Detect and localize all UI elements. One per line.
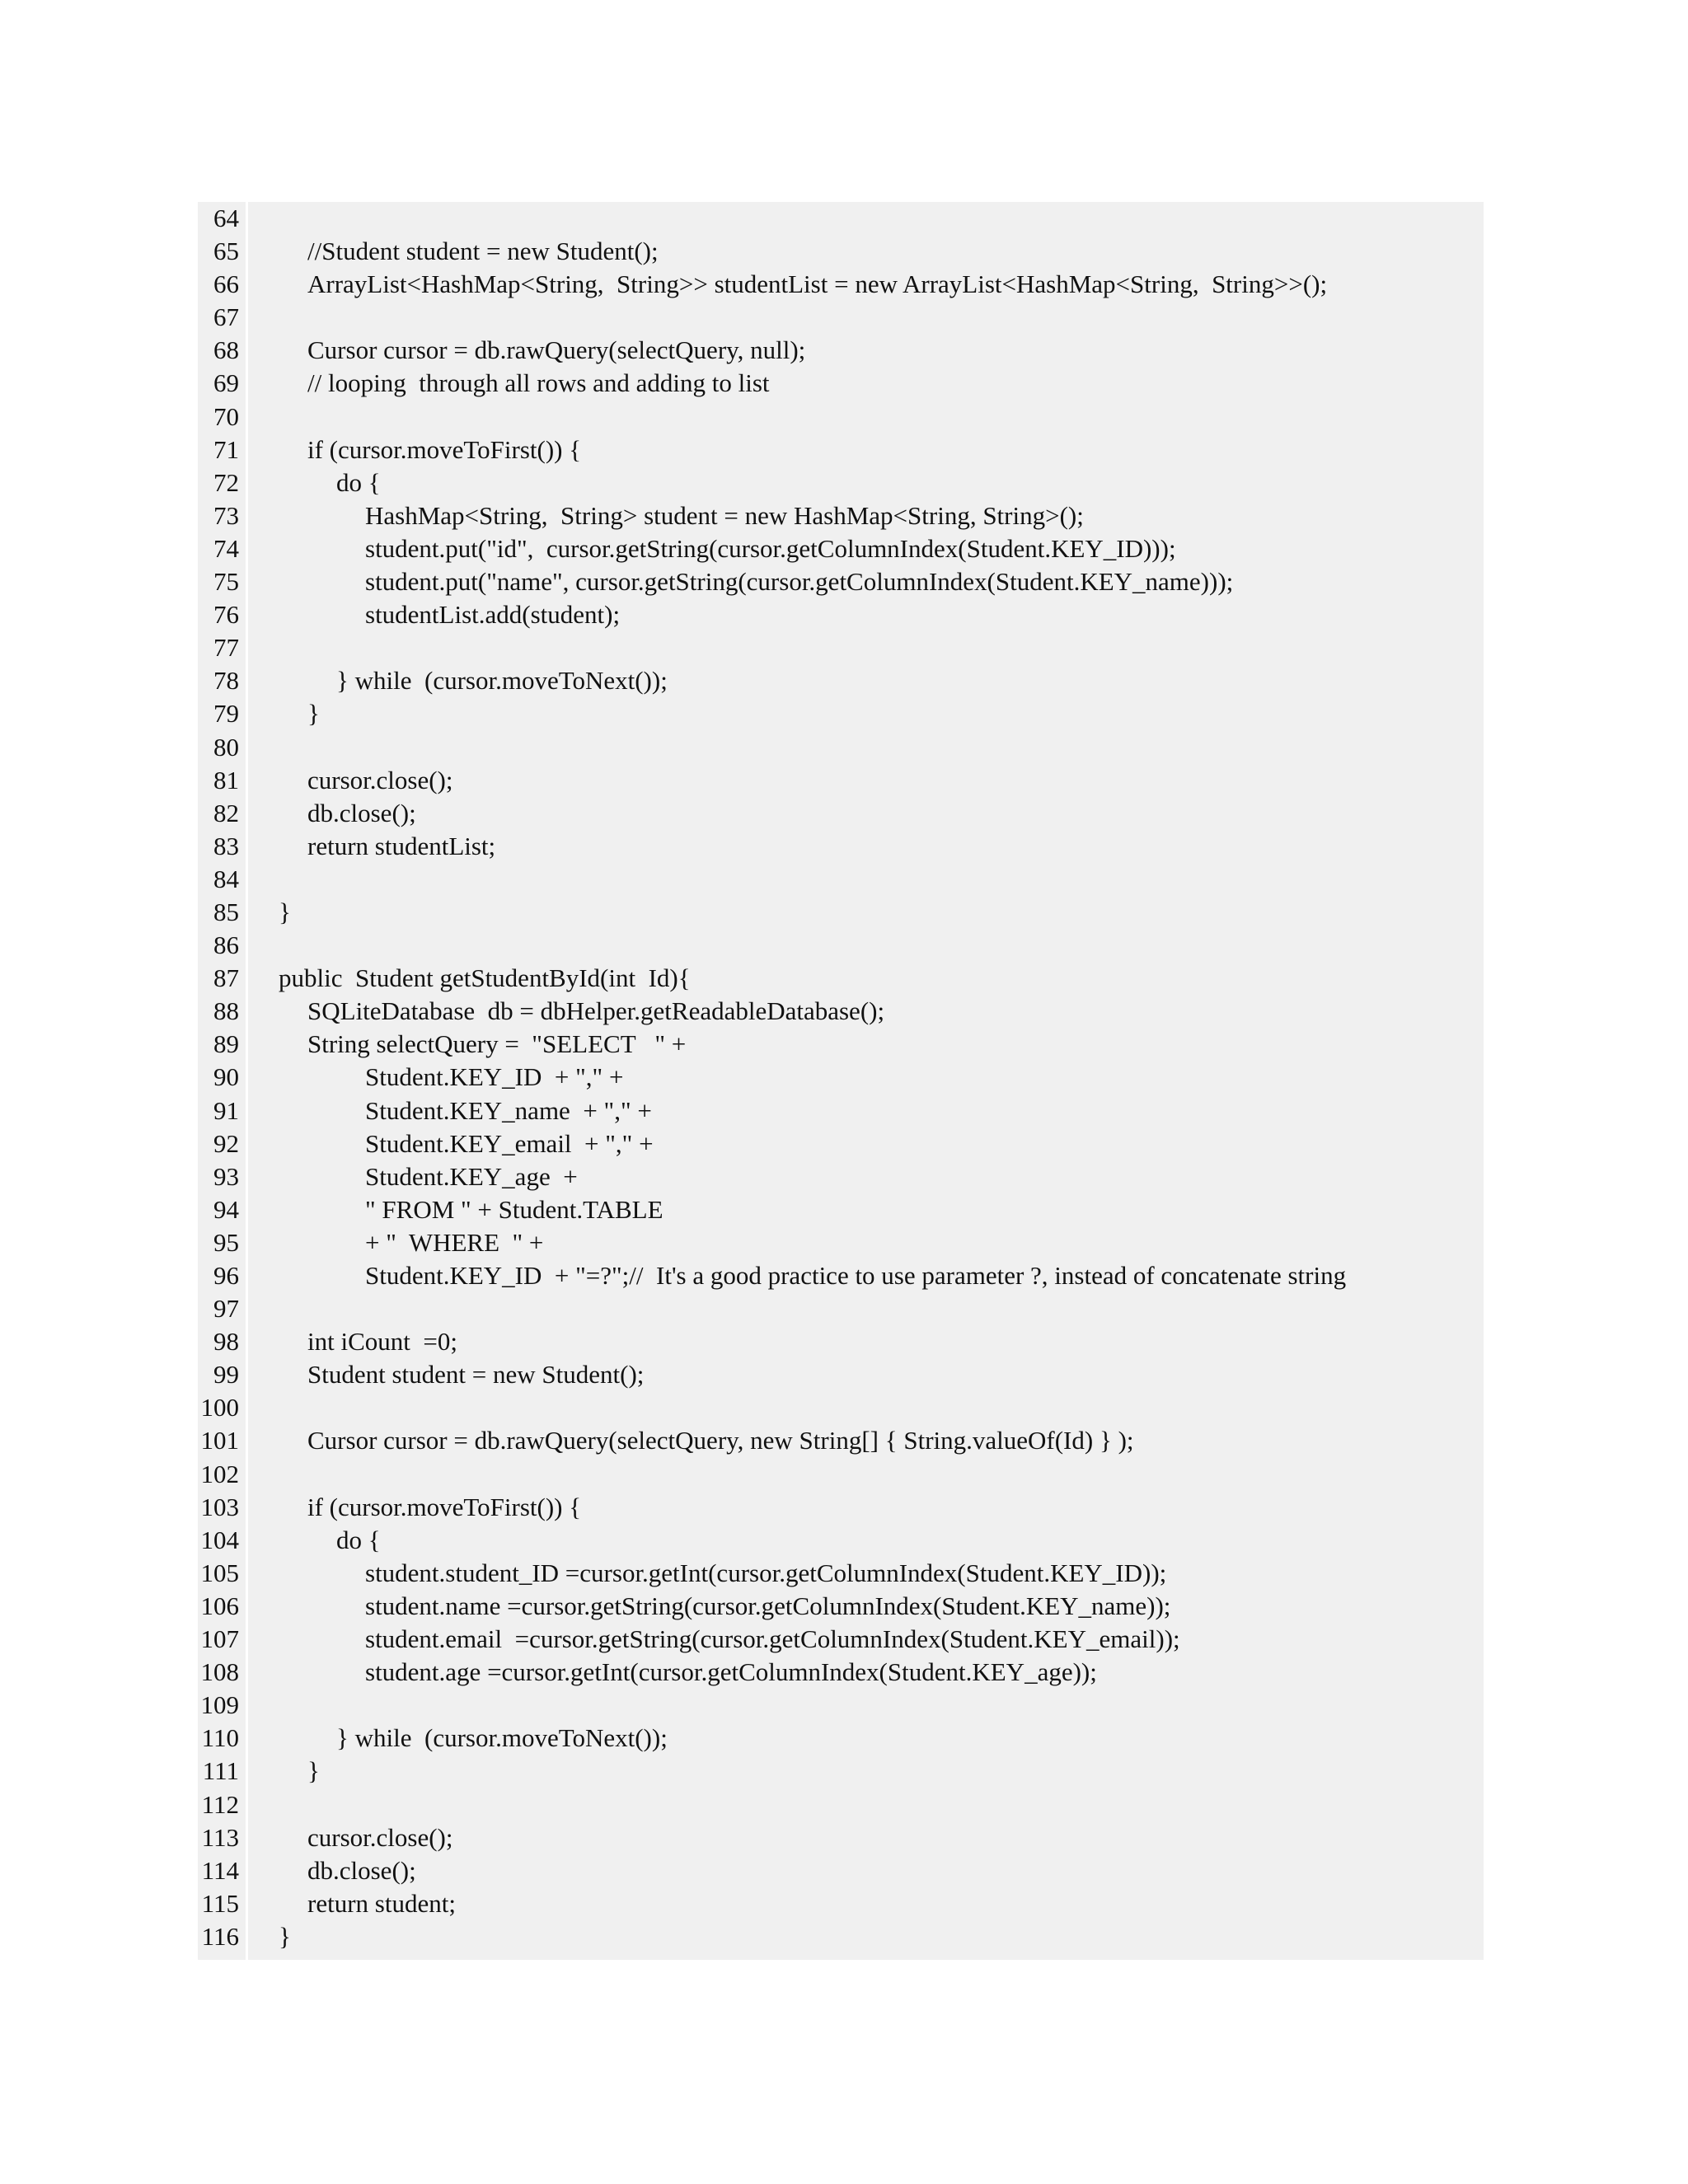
line-number: 112 <box>201 1789 239 1819</box>
code-text: do { <box>336 1525 381 1554</box>
code-line <box>198 1557 1484 1590</box>
line-number: 101 <box>200 1426 239 1455</box>
code-line <box>198 1854 1484 1887</box>
code-line <box>198 962 1484 995</box>
code-line <box>198 1623 1484 1656</box>
code-text: Student student = new Student(); <box>307 1360 645 1390</box>
code-line <box>198 1424 1484 1457</box>
line-number: 115 <box>201 1888 239 1918</box>
code-line <box>198 1788 1484 1821</box>
code-rows <box>198 202 1484 1953</box>
code-line <box>198 598 1484 631</box>
line-number: 84 <box>213 864 239 893</box>
code-text: Student.KEY_ID + "," + <box>365 1062 624 1092</box>
line-number: 87 <box>213 963 239 993</box>
code-line <box>198 664 1484 697</box>
line-number: 111 <box>202 1756 239 1786</box>
code-text: public Student getStudentById(int Id){ <box>279 963 691 993</box>
code-line <box>198 764 1484 797</box>
line-number: 70 <box>213 401 239 431</box>
code-listing <box>198 202 1484 1953</box>
line-number: 69 <box>213 368 239 398</box>
code-text: } <box>279 1921 291 1951</box>
code-text: db.close(); <box>307 798 416 827</box>
code-text: cursor.close(); <box>307 1822 453 1852</box>
code-line <box>198 499 1484 532</box>
line-number: 106 <box>200 1591 239 1620</box>
line-number: 104 <box>200 1525 239 1554</box>
code-line <box>198 1458 1484 1491</box>
code-line <box>198 1160 1484 1193</box>
code-line <box>198 863 1484 896</box>
code-text: if (cursor.moveToFirst()) { <box>307 434 582 464</box>
line-number: 95 <box>213 1227 239 1257</box>
code-text: " FROM " + Student.TABLE <box>365 1194 663 1224</box>
code-text: } while (cursor.moveToNext()); <box>336 666 668 696</box>
code-line <box>198 797 1484 830</box>
line-number: 114 <box>201 1855 239 1885</box>
line-number: 91 <box>213 1095 239 1125</box>
code-text: Student.KEY_name + "," + <box>365 1095 652 1125</box>
code-line <box>198 565 1484 598</box>
code-line <box>198 1920 1484 1953</box>
line-number: 65 <box>213 237 239 266</box>
code-line <box>198 268 1484 301</box>
line-number: 81 <box>213 765 239 794</box>
code-text: Student.KEY_ID + "=?";// It's a good practice to use parameter ?, instead of concatenate string <box>365 1261 1347 1290</box>
code-text: } <box>307 699 320 729</box>
code-line <box>198 532 1484 565</box>
code-text: int iCount =0; <box>307 1327 457 1357</box>
line-number: 79 <box>213 699 239 729</box>
code-text: } <box>279 897 291 926</box>
code-text: student.email =cursor.getString(cursor.getColumnIndex(Student.KEY_email)); <box>365 1624 1180 1654</box>
code-line <box>198 202 1484 235</box>
code-line <box>198 697 1484 730</box>
line-number: 80 <box>213 732 239 762</box>
line-number: 110 <box>201 1723 239 1753</box>
code-line <box>198 1821 1484 1854</box>
line-number: 73 <box>213 500 239 530</box>
code-line <box>198 995 1484 1028</box>
line-number: 68 <box>213 335 239 365</box>
code-line <box>198 1755 1484 1788</box>
code-text: do { <box>336 467 381 497</box>
line-number: 90 <box>213 1062 239 1092</box>
line-number: 108 <box>200 1657 239 1687</box>
line-number: 88 <box>213 996 239 1026</box>
code-line <box>198 434 1484 466</box>
code-line <box>198 896 1484 929</box>
line-number: 72 <box>213 467 239 497</box>
line-number: 116 <box>201 1921 239 1951</box>
line-number: 86 <box>213 930 239 960</box>
line-number: 75 <box>213 567 239 597</box>
line-number: 105 <box>200 1558 239 1587</box>
line-number: 85 <box>213 897 239 926</box>
code-line <box>198 1259 1484 1292</box>
code-text: student.name =cursor.getString(cursor.getColumnIndex(Student.KEY_name)); <box>365 1591 1171 1620</box>
code-text: } while (cursor.moveToNext()); <box>336 1723 668 1753</box>
code-text: Cursor cursor = db.rawQuery(selectQuery, null); <box>307 335 806 365</box>
code-text: Cursor cursor = db.rawQuery(selectQuery, new String[] { String.valueOf(Id) } ); <box>307 1426 1134 1455</box>
line-number: 109 <box>200 1690 239 1720</box>
line-number: 92 <box>213 1128 239 1158</box>
code-line <box>198 731 1484 764</box>
code-text: Student.KEY_email + "," + <box>365 1128 654 1158</box>
code-text: // looping through all rows and adding to list <box>307 368 770 398</box>
code-text: student.student_ID =cursor.getInt(cursor.getColumnIndex(Student.KEY_ID)); <box>365 1558 1167 1587</box>
code-line <box>198 1722 1484 1755</box>
line-number: 98 <box>213 1327 239 1357</box>
code-text: cursor.close(); <box>307 765 453 794</box>
code-line <box>198 466 1484 499</box>
code-line <box>198 1358 1484 1391</box>
code-text: if (cursor.moveToFirst()) { <box>307 1492 582 1521</box>
code-line <box>198 301 1484 334</box>
line-number: 78 <box>213 666 239 696</box>
code-text: SQLiteDatabase db = dbHelper.getReadableDatabase(); <box>307 996 885 1026</box>
code-text: HashMap<String, String> student = new HashMap<String, String>(); <box>365 500 1084 530</box>
line-number: 71 <box>213 434 239 464</box>
code-line <box>198 1325 1484 1358</box>
line-number: 76 <box>213 600 239 630</box>
code-text: //Student student = new Student(); <box>307 237 659 266</box>
code-line <box>198 1887 1484 1920</box>
line-number: 103 <box>200 1492 239 1521</box>
line-number: 67 <box>213 302 239 332</box>
line-number: 100 <box>200 1393 239 1422</box>
line-number: 113 <box>201 1822 239 1852</box>
code-line <box>198 1689 1484 1722</box>
code-text: student.put("id", cursor.getString(cursor.getColumnIndex(Student.KEY_ID))); <box>365 533 1176 563</box>
line-number: 99 <box>213 1360 239 1390</box>
code-line <box>198 929 1484 962</box>
line-number: 66 <box>213 269 239 299</box>
code-line <box>198 1226 1484 1259</box>
code-text: return studentList; <box>307 831 496 860</box>
code-line <box>198 1590 1484 1623</box>
line-number: 93 <box>213 1161 239 1191</box>
code-line <box>198 1656 1484 1689</box>
line-number: 94 <box>213 1194 239 1224</box>
code-line <box>198 1292 1484 1325</box>
code-line <box>198 631 1484 664</box>
code-text: student.put("name", cursor.getString(cursor.getColumnIndex(Student.KEY_name))); <box>365 567 1234 597</box>
line-number: 102 <box>200 1459 239 1488</box>
code-line <box>198 401 1484 434</box>
line-number: 107 <box>200 1624 239 1654</box>
code-text: studentList.add(student); <box>365 600 621 630</box>
code-line <box>198 1524 1484 1557</box>
line-number: 83 <box>213 831 239 860</box>
code-text: return student; <box>307 1888 456 1918</box>
line-number: 96 <box>213 1261 239 1290</box>
code-line <box>198 334 1484 367</box>
line-number: 64 <box>213 204 239 232</box>
code-text: Student.KEY_age + <box>365 1161 578 1191</box>
code-line <box>198 367 1484 400</box>
line-number: 82 <box>213 798 239 827</box>
code-text: } <box>307 1756 320 1786</box>
line-number: 77 <box>213 633 239 663</box>
code-line <box>198 1061 1484 1094</box>
code-text: ArrayList<HashMap<String, String>> studentList = new ArrayList<HashMap<String, String>>(); <box>307 269 1328 299</box>
code-line <box>198 1094 1484 1127</box>
code-line <box>198 1491 1484 1524</box>
code-line <box>198 1028 1484 1061</box>
code-line <box>198 1193 1484 1226</box>
code-line <box>198 830 1484 863</box>
code-text: db.close(); <box>307 1855 416 1885</box>
code-line <box>198 235 1484 268</box>
code-text: student.age =cursor.getInt(cursor.getColumnIndex(Student.KEY_age)); <box>365 1657 1097 1687</box>
line-number: 89 <box>213 1029 239 1059</box>
code-line <box>198 1127 1484 1160</box>
line-number: 74 <box>213 533 239 563</box>
code-line <box>198 1391 1484 1424</box>
line-number: 97 <box>213 1294 239 1324</box>
code-text: String selectQuery = "SELECT " + <box>307 1029 687 1059</box>
code-text: + " WHERE " + <box>365 1227 544 1257</box>
